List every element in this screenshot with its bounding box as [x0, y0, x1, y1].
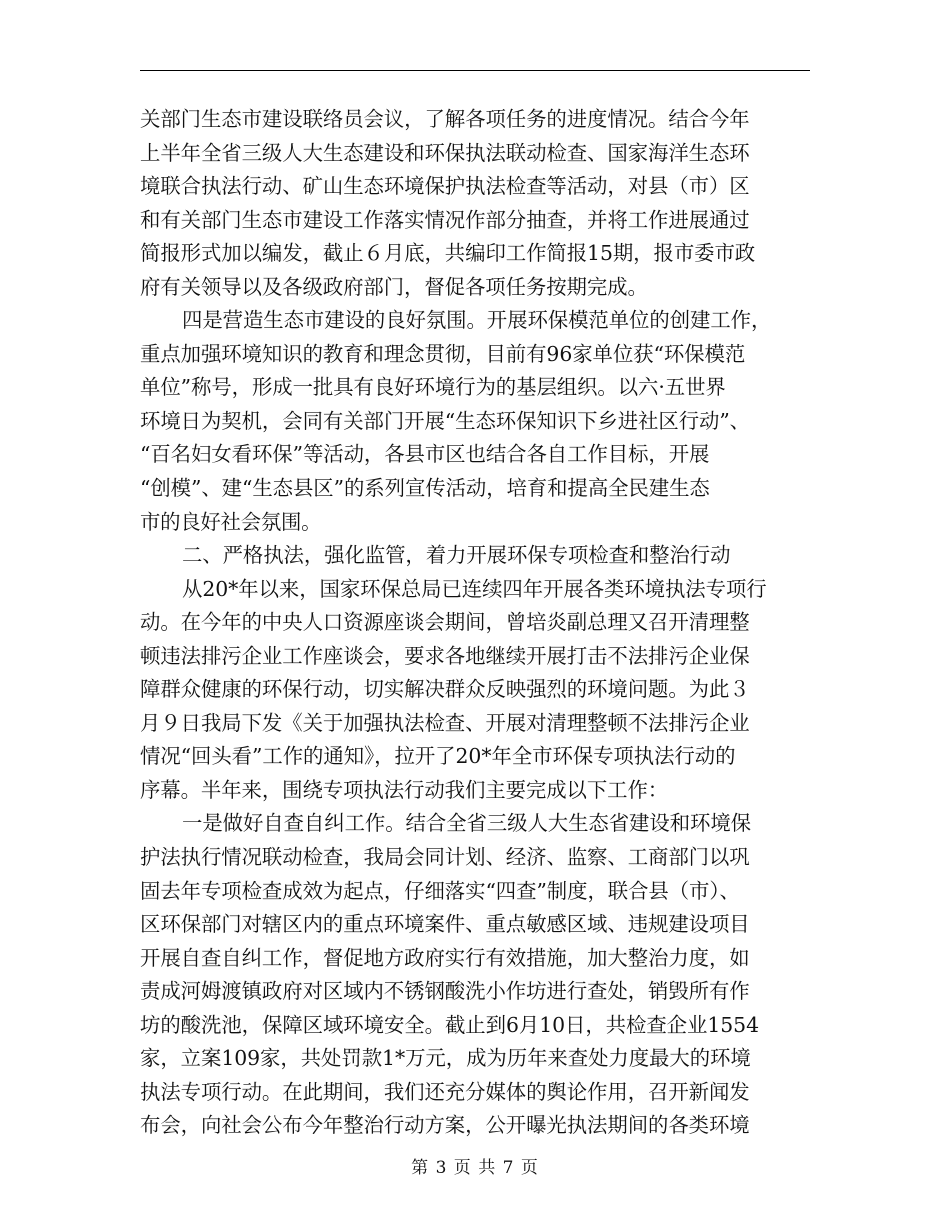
text-line: 障群众健康的环保行动，切实解决群众反映强烈的环境问题。为此３: [140, 677, 750, 702]
text-line: “百名妇女看环保”等活动，各县市区也结合各自工作目标，开展: [140, 442, 710, 467]
text-line: 简报形式加以编发，截止６月底，共编印工作简报15期，报市委市政: [140, 241, 756, 266]
text-line: 责成河姆渡镇政府对区域内不锈钢酸洗小作坊进行查处，销毁所有作: [140, 979, 750, 1004]
text-line: 和有关部门生态市建设工作落实情况作部分抽查，并将工作进展通过: [140, 207, 750, 232]
paragraph-first-line: 从20*年以来，国家环保总局已连续四年开展各类环境执法专项行: [182, 576, 767, 601]
paragraph-first-line: 一是做好自查自纠工作。结合全省三级人大生态省建设和环境保: [182, 811, 751, 836]
text-line: 布会，向社会公布今年整治行动方案，公开曝光执法期间的各类环境: [140, 1113, 750, 1138]
text-line: 开展自查自纠工作，督促地方政府实行有效措施，加大整治力度，如: [140, 945, 750, 970]
text-line: 月９日我局下发《关于加强执法检查、开展对清理整顿不法排污企业: [140, 710, 750, 735]
text-line: 序幕。半年来，围绕专项执法行动我们主要完成以下工作：: [140, 777, 669, 802]
page-footer: 第 3 页 共 7 页: [411, 1158, 539, 1178]
text-line: 关部门生态市建设联络员会议，了解各项任务的进度情况。结合今年: [140, 107, 750, 131]
text-line: 顿违法排污企业工作座谈会，要求各地继续开展打击不法排污企业保: [140, 643, 750, 668]
text-line: 执法专项行动。在此期间，我们还充分媒体的舆论作用，召开新闻发: [140, 1079, 750, 1104]
text-line: 市的良好社会氛围。: [140, 509, 322, 534]
paragraph-first-line: 二、严格执法，强化监管，着力开展环保专项检查和整治行动: [182, 543, 731, 568]
text-line: 情况“回头看”工作的通知》，拉开了20*年全市环保专项执法行动的: [140, 744, 736, 769]
text-line: “创模”、建“生态县区”的系列宣传活动，培育和提高全民建生态: [140, 476, 710, 501]
text-line: 上半年全省三级人大生态建设和环保执法联动检查、国家海洋生态环: [140, 140, 750, 165]
document-body: [140, 103, 812, 1143]
text-line: 区环保部门对辖区内的重点环境案件、重点敏感区域、违规建设项目: [140, 912, 750, 937]
text-line: 府有关领导以及各级政府部门，督促各项任务按期完成。: [140, 274, 648, 299]
text-line: 护法执行情况联动检查，我局会同计划、经济、监察、工商部门以巩: [140, 845, 750, 870]
text-line: 坊的酸洗池，保障区域环境安全。截止到6月10日，共检查企业1554: [140, 1012, 759, 1037]
text-line: 固去年专项检查成效为起点，仔细落实“四查”制度，联合县（市）、: [140, 878, 740, 903]
header-rule: [140, 70, 810, 71]
text-line: 环境日为契机，会同有关部门开展“生态环保知识下乡进社区行动”、: [140, 408, 751, 433]
text-line: 境联合执法行动、矿山生态环境保护执法检查等活动，对县（市）区: [140, 174, 750, 199]
paragraph-first-line: 四是营造生态市建设的良好氛围。开展环保模范单位的创建工作，: [182, 308, 772, 333]
text-line: 单位”称号，形成一批具有良好环境行为的基层组织。以六·五世界: [140, 375, 726, 400]
text-line: 动。在今年的中央人口资源座谈会期间，曾培炎副总理又召开清理整: [140, 610, 750, 635]
text-line: 重点加强环境知识的教育和理念贯彻，目前有96家单位获“环保模范: [140, 341, 746, 366]
text-line: 家，立案109家，共处罚款1*万元，成为历年来查处力度最大的环境: [140, 1046, 751, 1071]
